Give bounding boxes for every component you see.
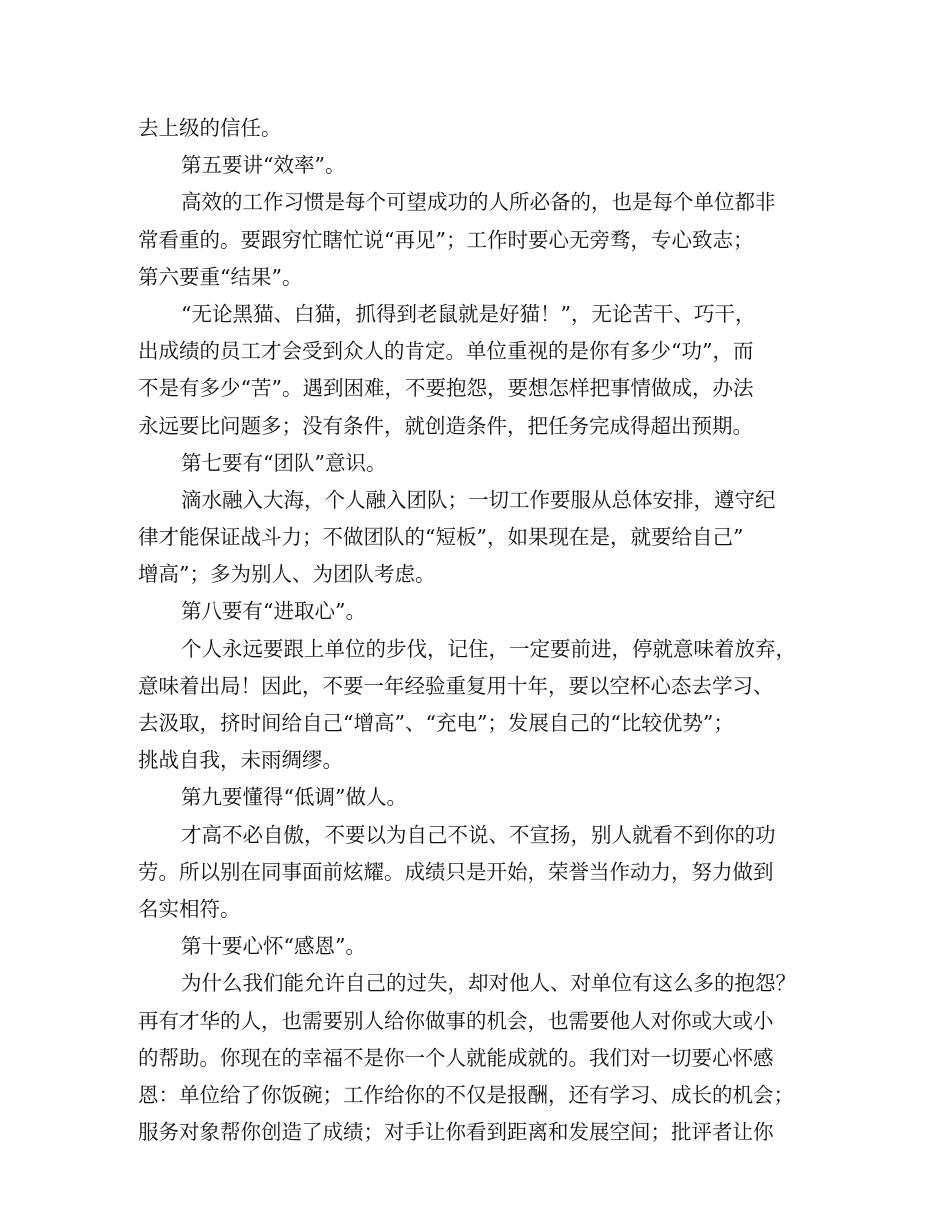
section-heading: 第五要讲“效率”。 — [181, 153, 346, 178]
text-line: 出成绩的员工才会受到众人的肯定。单位重视的是你有多少“功”，而 — [138, 339, 754, 364]
section-heading: 第七要有“团队”意识。 — [181, 450, 387, 475]
text-line: 劳。所以别在同事面前炫耀。成绩只是开始，荣誉当作动力，努力做到 — [138, 859, 774, 884]
text-line: 去上级的信任。 — [138, 116, 282, 140]
text-line: 高效的工作习惯是每个可望成功的人所必备的，也是每个单位都非 — [181, 190, 776, 215]
text-line: 律才能保证战斗力；不做团队的“短板”，如果现在是，就要给自己” — [138, 525, 744, 550]
text-line: 滴水融入大海，个人融入团队；一切工作要服从总体安排，遵守纪 — [181, 487, 776, 512]
text-line: 永远要比问题多；没有条件，就创造条件，把任务完成得超出预期。 — [138, 413, 753, 438]
section-heading: 第十要心怀“感恩”。 — [181, 934, 366, 959]
text-line: 才高不必自傲，不要以为自己不说、不宣扬，别人就看不到你的功 — [181, 822, 776, 847]
text-line: 再有才华的人，也需要别人给你做事的机会，也需要他人对你或大或小 — [138, 1008, 774, 1033]
text-line: 为什么我们能允许自己的过失，却对他人、对单位有这么多的抱怨？ — [181, 971, 796, 996]
text-line: 恩：单位给了你饭碗；工作给你的不仅是报酬，还有学习、成长的机会； — [138, 1082, 794, 1107]
text-line: 去汲取，挤时间给自己“增高”、“充电”；发展自己的“比较优势”； — [138, 711, 734, 735]
text-line: 常看重的。要跟穷忙瞎忙说“再见”；工作时要心无旁骛，专心致志； — [138, 227, 754, 252]
text-line: 意味着出局！因此，不要一年经验重复用十年，要以空杯心态去学习、 — [138, 673, 774, 698]
document-body — [138, 110, 818, 1151]
text-line: 不是有多少“苦”。遇到困难，不要抱怨，要想怎样把事情做成，办法 — [138, 376, 754, 401]
section-heading: 第九要懂得“低调”做人。 — [181, 785, 407, 810]
section-heading: 第六要重“结果”。 — [138, 264, 303, 289]
text-line: 的帮助。你现在的幸福不是你一个人就能成就的。我们对一切要心怀感 — [138, 1045, 774, 1070]
text-line: 挑战自我，未雨绸缪。 — [138, 748, 343, 773]
text-line: 增高”；多为别人、为团队考虑。 — [138, 562, 436, 587]
text-line: “无论黑猫、白猫，抓得到老鼠就是好猫！”，无论苦干、巧干， — [181, 301, 756, 326]
text-line: 个人永远要跟上单位的步伐，记住，一定要前进，停就意味着放弃， — [181, 636, 796, 661]
section-heading: 第八要有“进取心”。 — [181, 599, 366, 624]
text-line: 名实相符。 — [138, 896, 241, 921]
text-line: 服务对象帮你创造了成绩；对手让你看到距离和发展空间；批评者让你 — [138, 1120, 774, 1145]
